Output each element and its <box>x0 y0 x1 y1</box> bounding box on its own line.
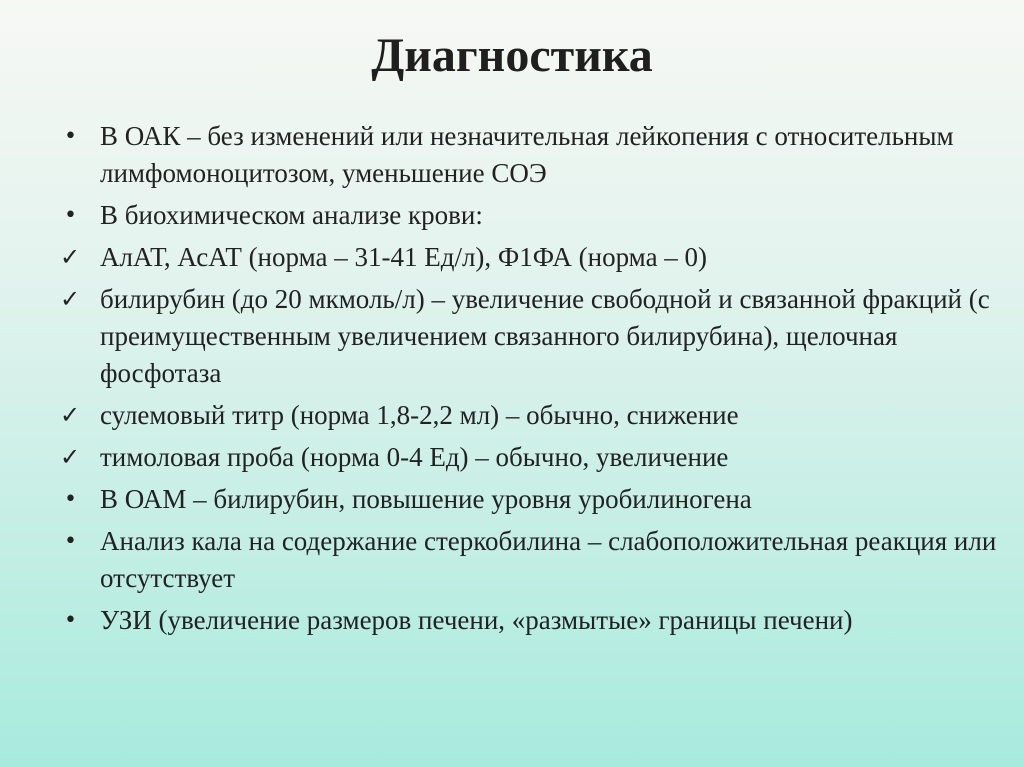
bullet-icon: • <box>64 529 77 554</box>
list-item-text: УЗИ (увеличение размеров печени, «размытые» границы печени) <box>100 605 853 635</box>
list-item-text: сулемовый титр (норма 1,8-2,2 мл) – обычно, снижение <box>100 400 739 430</box>
list-item <box>62 602 1002 639</box>
list-item <box>62 523 1002 597</box>
checkmark-icon: ✓ <box>60 285 81 313</box>
list-item <box>62 439 1002 476</box>
list-item-text: тимоловая проба (норма 0-4 Ед) – обычно, увеличение <box>100 442 729 472</box>
list-item-text: билирубин (до 20 мкмоль/л) – увеличение свободной и связанной фракций (с преимущественным увеличением связанного билирубина), щелочная фосфотаза <box>100 284 990 388</box>
list-item <box>62 118 1002 192</box>
list-item <box>62 281 1002 392</box>
list-item-text: Анализ кала на содержание стеркобилина – слабоположительная реакция или отсутствует <box>100 526 997 593</box>
list-item-text: АлАТ, АсАТ (норма – 31-41 Ед/л), Ф1ФА (норма – 0) <box>100 242 708 272</box>
bullet-icon: • <box>64 203 77 228</box>
checkmark-icon: ✓ <box>60 443 81 471</box>
checkmark-icon: ✓ <box>60 401 81 429</box>
bullet-icon: • <box>64 124 77 149</box>
list-item <box>62 397 1002 434</box>
list-item <box>62 197 1002 234</box>
checkmark-icon: ✓ <box>60 243 81 271</box>
slide-title: Диагностика <box>371 29 653 82</box>
bullet-icon: • <box>64 487 77 512</box>
bullet-icon: • <box>64 608 77 633</box>
list-item-text: В ОАМ – билирубин, повышение уровня уробилиногена <box>100 484 752 514</box>
list-item-text: В ОАК – без изменений или незначительная лейкопения с относительным лимфомоноцитозом, уменьшение СОЭ <box>100 121 954 188</box>
bullet-list <box>62 118 1002 644</box>
list-item-text: В биохимическом анализе крови: <box>100 200 483 230</box>
list-item <box>62 239 1002 276</box>
list-item <box>62 481 1002 518</box>
